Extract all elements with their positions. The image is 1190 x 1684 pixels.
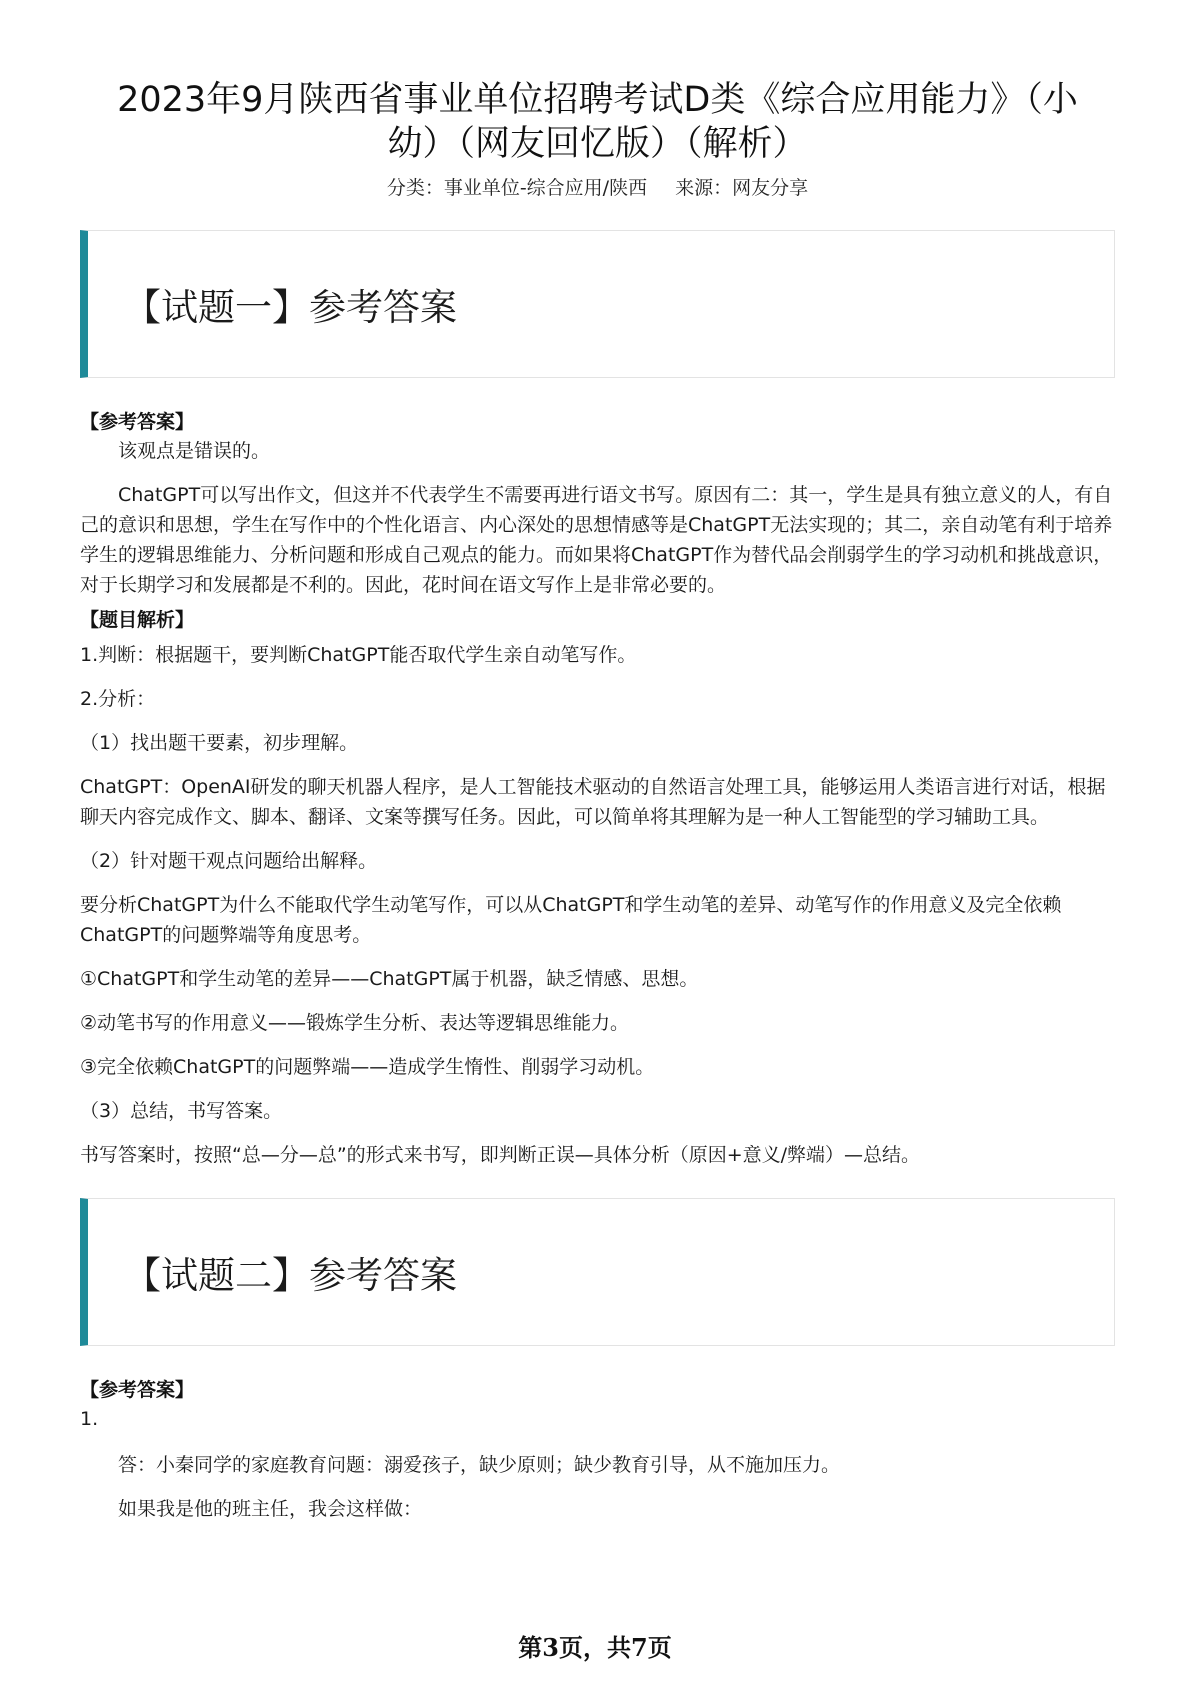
document-page	[80, 78, 1115, 1524]
analysis-paragraph: ②动笔书写的作用意义——锻炼学生分析、表达等逻辑思维能力。	[80, 1012, 630, 1034]
document-meta	[80, 174, 1115, 202]
analysis-label-1: 【题目解析】	[80, 609, 195, 631]
analysis-paragraph: 要分析ChatGPT为什么不能取代学生动笔写作，可以从ChatGPT和学生动笔的差异、动笔写作的作用意义及完全依赖ChatGPT的问题弊端等角度思考。	[80, 894, 1062, 946]
document-title: 2023年9月陕西省事业单位招聘考试D类《综合应用能力》（小幼）（网友回忆版）（解析）	[117, 80, 1078, 164]
answer-label-2: 【参考答案】	[80, 1379, 195, 1401]
analysis-paragraph: 2.分析：	[80, 688, 156, 710]
analysis-paragraph: ③完全依赖ChatGPT的问题弊端——造成学生惰性、削弱学习动机。	[80, 1056, 655, 1078]
analysis-paragraph: （2）针对题干观点问题给出解释。	[80, 850, 378, 872]
answer-label-1: 【参考答案】	[80, 411, 195, 433]
section-heading-1: 【试题一】参考答案	[124, 286, 457, 329]
answer-paragraph: 该观点是错误的。	[118, 440, 271, 462]
section-header-1	[80, 230, 1115, 378]
answer-paragraph: ChatGPT可以写出作文，但这并不代表学生不需要再进行语文书写。原因有二：其一，学生是具有独立意义的人，有自己的意识和思想，学生在写作中的个性化语言、内心深处的思想情感等是ChatGPT无法实现的；其二，亲自动笔有利于培养学生的逻辑思维能力、分析问题和形成自己观点的能力。而如果将ChatGPT作为替代品会削弱学生的学习动机和挑战意识，对于长期学习和发展都是不利的。因此，花时间在语文写作上是非常必要的。	[80, 484, 1113, 596]
analysis-paragraph: 书写答案时，按照“总—分—总”的形式来书写，即判断正误—具体分析（原因+意义/弊端）—总结。	[80, 1144, 921, 1166]
analysis-paragraph: （3）总结，书写答案。	[80, 1100, 283, 1122]
meta-source: 来源：网友分享	[675, 177, 809, 199]
answer-paragraph: 如果我是他的班主任，我会这样做：	[118, 1498, 423, 1520]
analysis-paragraph: （1）找出题干要素，初步理解。	[80, 732, 359, 754]
answer-item-number: 1.	[80, 1408, 99, 1430]
answer-paragraph: 答：小秦同学的家庭教育问题：溺爱孩子，缺少原则；缺少教育引导，从不施加压力。	[118, 1454, 841, 1476]
analysis-paragraph: 1.判断：根据题干，要判断ChatGPT能否取代学生亲自动笔写作。	[80, 644, 637, 666]
analysis-paragraph: ①ChatGPT和学生动笔的差异——ChatGPT属于机器，缺乏情感、思想。	[80, 968, 699, 990]
section-heading-2: 【试题二】参考答案	[124, 1254, 457, 1297]
analysis-paragraph: ChatGPT：OpenAI研发的聊天机器人程序，是人工智能技术驱动的自然语言处理工具，能够运用人类语言进行对话，根据聊天内容完成作文、脚本、翻译、文案等撰写任务。因此，可以简单将其理解为是一种人工智能型的学习辅助工具。	[80, 776, 1106, 828]
section-header-2	[80, 1198, 1115, 1346]
meta-category: 分类：事业单位-综合应用/陕西	[386, 177, 648, 199]
page-number: 第3页，共7页	[518, 1633, 672, 1662]
